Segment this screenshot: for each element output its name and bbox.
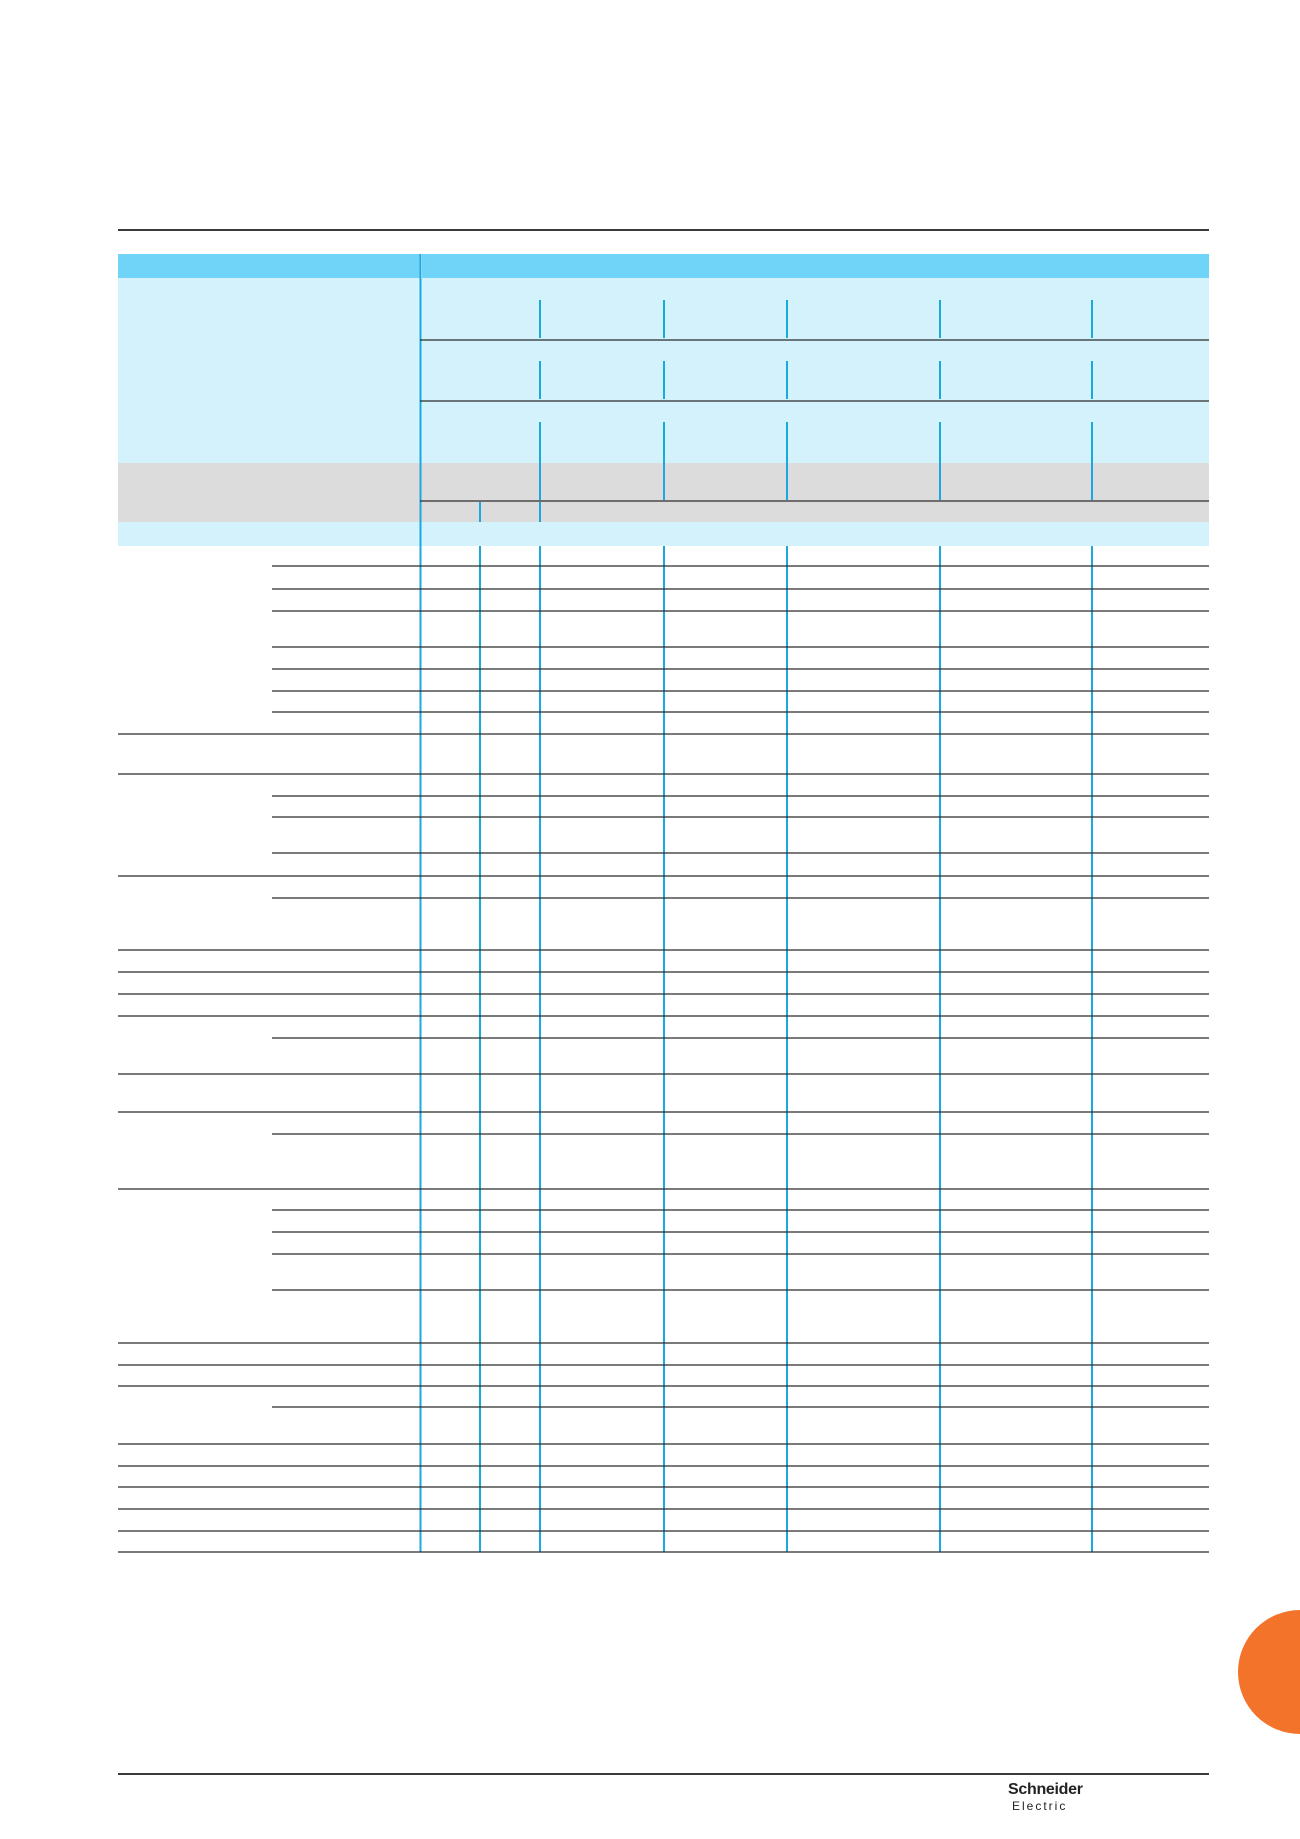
bottom-rule <box>118 1773 1209 1775</box>
logo-subtext: Electric <box>1012 1799 1068 1813</box>
logo-wordmark: Schneider <box>1008 1781 1083 1798</box>
schneider-electric-logo <box>1008 1781 1118 1817</box>
